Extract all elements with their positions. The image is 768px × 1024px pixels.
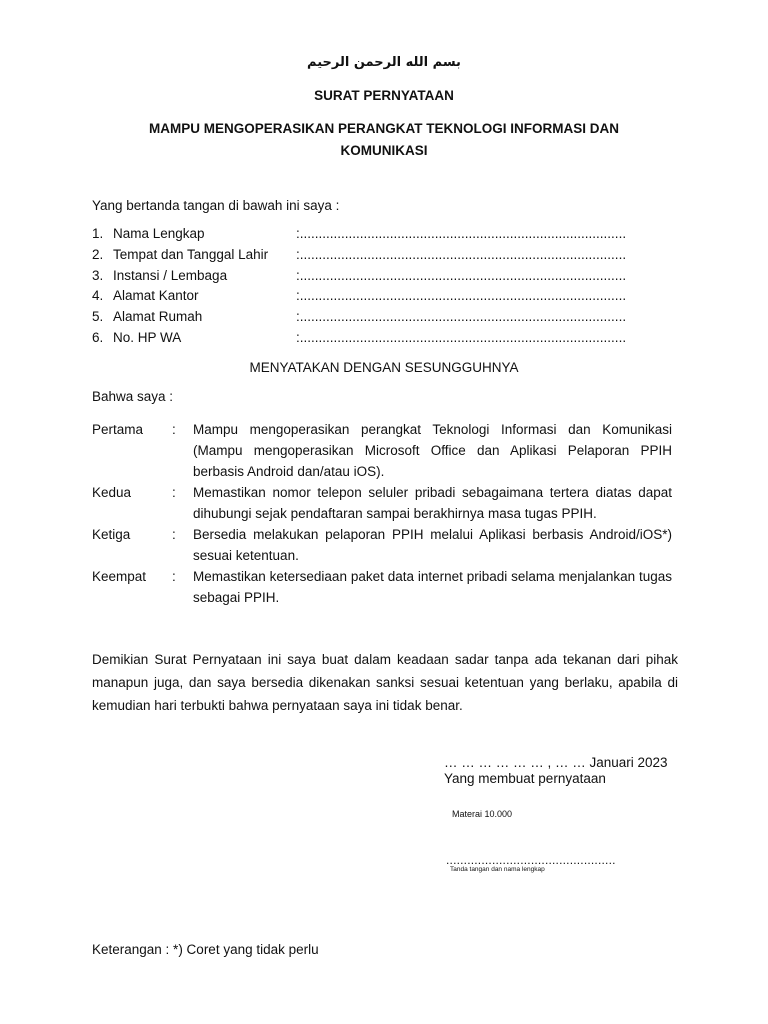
field-blank: :....................................................................................... [296, 288, 627, 304]
document-subtitle [0, 118, 768, 162]
field-label: Alamat Kantor [113, 288, 199, 304]
field-number: 2. [92, 246, 104, 262]
statement-colon: : [172, 569, 176, 584]
field-number: 5. [92, 309, 104, 325]
statement-list [92, 419, 672, 608]
field-label: Nama Lengkap [113, 226, 205, 241]
bahwa-text: Bahwa saya : [92, 389, 174, 404]
field-blank: :....................................................................................... [296, 329, 627, 345]
field-label: Alamat Rumah [113, 309, 203, 325]
declaration-heading: MENYATAKAN DENGAN SESUNGGUHNYA [249, 360, 519, 375]
subtitle-line-1: MAMPU MENGOPERASIKAN PERANGKAT TEKNOLOGI INFORMASI DAN [148, 121, 619, 136]
statement-key: Ketiga [92, 527, 131, 542]
field-no-hp-wa [92, 330, 682, 351]
field-number: 3. [92, 267, 104, 283]
field-blank: :....................................................................................... [296, 226, 627, 241]
statement-text: Bersedia melakukan pelaporan PPIH melalui Aplikasi berbasis Android/iOS*) sesuai ketentuan. [193, 527, 672, 563]
signature-date: … … … … … … , … … Januari 2023 [444, 755, 668, 770]
statement-colon: : [172, 422, 176, 437]
field-number: 6. [92, 329, 104, 345]
materai-label: Materai 10.000 [452, 809, 513, 819]
document-title: SURAT PERNYATAAN [314, 88, 454, 103]
statement-text: Memastikan nomor telepon seluler pribadi sebagaimana tertera diatas dapat dihubungi sejak pendaftaran sampai berakhirnya masa tugas PPIH. [193, 485, 672, 521]
field-alamat-rumah [92, 309, 682, 330]
field-instansi [92, 268, 682, 289]
field-label: Instansi / Lembaga [113, 267, 228, 283]
statement-text: Memastikan ketersediaan paket data internet pribadi selama menjalankan tugas sebagai PPIH. [193, 569, 672, 605]
basmala: بسم الله الرحمن الرحيم [307, 55, 461, 70]
field-blank: :....................................................................................... [296, 246, 627, 262]
statement-text: Mampu mengoperasikan perangkat Teknologi Informasi dan Komunikasi (Mampu mengoperasikan Microsoft Office dan Aplikasi Pelaporan PPIH berbasis Android dan/atau iOS). [193, 422, 672, 479]
statement-key: Keempat [92, 569, 147, 584]
statement-keempat [92, 566, 672, 608]
signature-by: Yang membuat pernyataan [444, 771, 606, 786]
statement-colon: : [172, 485, 176, 500]
field-number: 4. [92, 288, 104, 304]
statement-ketiga [92, 524, 672, 566]
identity-fields [92, 226, 682, 351]
intro-text: Yang bertanda tangan di bawah ini saya : [92, 198, 340, 213]
signature-caption: Tanda tangan dan nama lengkap [450, 866, 545, 873]
statement-key: Pertama [92, 422, 144, 437]
field-number: 1. [92, 226, 104, 241]
field-blank: :....................................................................................... [296, 309, 627, 325]
closing-paragraph: Demikian Surat Pernyataan ini saya buat dalam keadaan sadar tanpa ada tekanan dari pihak manapun juga, dan saya bersedia dikenakan sanksi sesuai ketentuan yang berlaku, apabila di kemudian hari terbukti bahwa pernyataan saya ini tidak benar. [92, 652, 678, 713]
subtitle-line-2: KOMUNIKASI [340, 143, 428, 158]
field-nama-lengkap [92, 226, 682, 247]
field-tempat-tanggal-lahir [92, 247, 682, 268]
statement-key: Kedua [92, 485, 132, 500]
statement-pertama [92, 419, 672, 482]
statement-colon: : [172, 527, 176, 542]
statement-kedua [92, 482, 672, 524]
field-blank: :....................................................................................... [296, 267, 627, 283]
signature-line: ................................................ [446, 853, 616, 867]
field-alamat-kantor [92, 288, 682, 309]
field-label: Tempat dan Tanggal Lahir [113, 246, 269, 262]
field-label: No. HP WA [113, 329, 182, 345]
footnote: Keterangan : *) Coret yang tidak perlu [92, 942, 319, 957]
